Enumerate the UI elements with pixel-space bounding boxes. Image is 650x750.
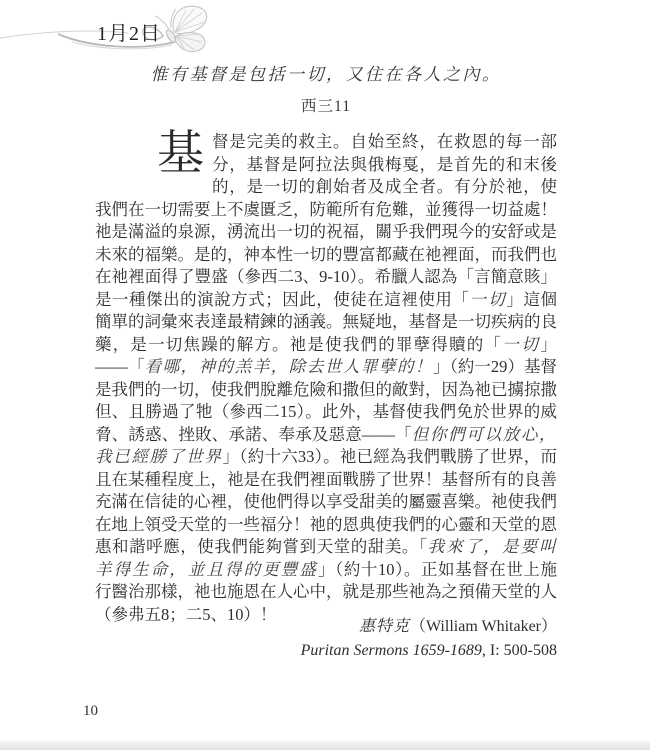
author-name-en: （William Whitaker） [409, 618, 557, 635]
body-text [95, 128, 558, 624]
author-name-cn: 惠特克 [358, 618, 410, 635]
attribution-source [95, 639, 557, 663]
body-text-segment: 一切 [469, 289, 507, 309]
body-text-segment: 我來了，是要叫羊得生命，並且得的更豐盛 [95, 537, 558, 579]
body-text-segment: 看哪，神的羔羊，除去世人罪孽的！ [144, 357, 434, 376]
body-text-segment: 」（約十10）。正如基督在世上施行醫治那樣，祂也施恩在人心中，就是那些祂為之預備天堂的人（參弗五8；二5、10）！ [95, 559, 558, 624]
source-pages: , I: 500-508 [481, 642, 557, 659]
quote-text: 惟有基督是包括一切，又住在各人之內。 [150, 65, 502, 84]
body-text-segment: 」——「 [95, 334, 558, 376]
attribution-author [95, 615, 557, 639]
body-text-segment: 」這個簡單的詞彙來表達最精鍊的涵義。無疑地，基督是一切疾病的良藥，是一切焦躁的解方。祂是使我們的罪孽得贖的「 [95, 289, 558, 354]
body-block [95, 128, 558, 626]
page-number: 10 [83, 703, 98, 719]
body-text-segment: 」（約一29）基督是我們的一切，使我們脫離危險和撒但的敵對，因為祂已擄掠撒但、且勝過了牠（參西二15）。此外，基督使我們免於世界的威脅、誘惑、挫敗、承諾、奉承及惡意——「 [95, 357, 558, 444]
date-heading: 1月2日 [97, 23, 161, 45]
body-text-segment: 」（約十六33）。祂已經為我們戰勝了世界，而且在某種程度上，祂是在我們裡面戰勝了世界！基督所有的良善充滿在信徒的心裡，使他們得以享受甜美的屬靈喜樂。祂使我們在地上領受天堂的一些福分！祂的恩典使我們的心靈和天堂的恩惠和諧呼應，使我們能夠嘗到天堂的甜美。「 [95, 447, 558, 556]
body-text-segment: 一切 [502, 334, 541, 354]
quote-reference: 西三11 [301, 98, 351, 115]
page-bottom-edge [0, 741, 650, 750]
attribution [95, 615, 557, 663]
body-paragraph [95, 128, 558, 626]
scripture-quote [95, 60, 557, 116]
body-text-segment: 督是完美的救主。自始至終，在救恩的每一部分，基督是阿拉法與俄梅戛，是首先的和末後的，是一切的創始者及成全者。有分於祂，使我們在一切需要上不虞匱乏，防範所有危難，並獲得一切益處！祂是滿溢的泉源，湧流出一切的祝福，關乎我們現今的安舒或是未來的福樂。是的，神本性一切的豐富都藏在祂裡面，而我們也在祂裡面得了豐盛（參西二3、9-10）。希臘人認為「言簡意賅」是一種傑出的演說方式；因此，使徒在這裡使用「 [95, 132, 557, 309]
body-text-segment: 但你們可以放心，我已經勝了世界 [95, 424, 558, 466]
drop-cap: 基 [157, 128, 204, 180]
source-title: Puritan Sermons 1659-1689 [300, 642, 482, 659]
